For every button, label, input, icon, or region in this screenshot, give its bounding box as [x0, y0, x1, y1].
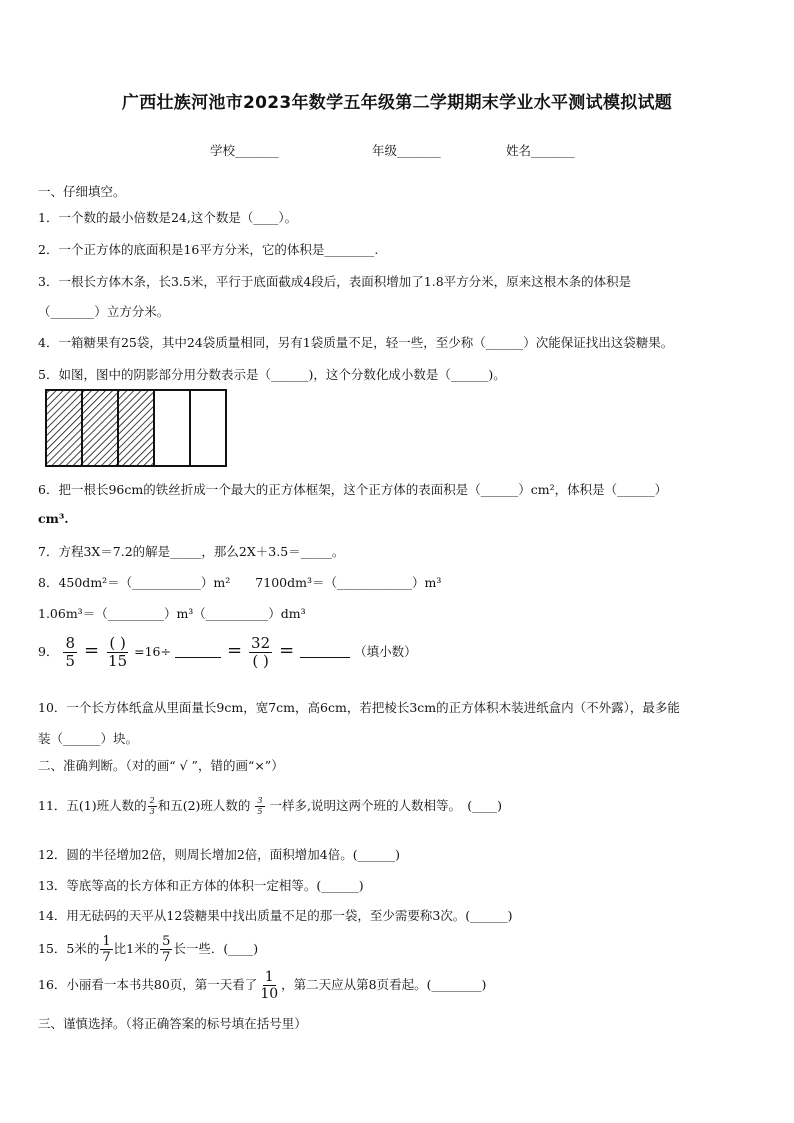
question-11: 11．五(1)班人数的 $\frac{2}{3}$ 和五(2)班人数的 $\frac{3}{5}$ 一样多,说明这两个班的人数相等。 (____) — [38, 796, 502, 816]
page-title: 广西壮族河池市2023年数学五年级第二学期期末学业水平测试模拟试题 — [121, 93, 673, 113]
question-16: 16．小丽看一本书共80页，第一天看了 $\frac{1}{10}$ ，第二天应从第8页看起。(________) — [38, 969, 487, 1002]
q9-blank-2 — [300, 657, 350, 658]
question-3-line-1: 3．一根长方体木条，长3.5米，平行于底面截成4段后，表面积增加了1.8平方分米，原来这根木条的体积是 — [38, 274, 632, 289]
question-14: 14．用无砝码的天平从12袋糖果中找出质量不足的那一袋，至少需要称3次。(______) — [38, 908, 513, 923]
fraction-figure — [44, 388, 228, 470]
unshaded-part — [190, 390, 226, 466]
shaded-part — [46, 390, 82, 466]
school-field: 学校_______ — [210, 143, 279, 158]
question-7: 7．方程3X＝7.2的解是_____，那么2X＋3.5＝_____。 — [38, 544, 345, 559]
q9-fraction-3: $\frac{32}{( )}$ — [251, 634, 271, 670]
question-1: 1．一个数的最小倍数是24,这个数是（____）。 — [38, 210, 298, 225]
question-5: 5．如图，图中的阴影部分用分数表示是（______)，这个分数化成小数是（______)。 — [38, 367, 506, 382]
unshaded-part — [154, 390, 190, 466]
q11-fraction-a: $\frac{2}{3}$ — [149, 796, 155, 816]
q9-hint: （填小数） — [354, 644, 417, 659]
q11-fraction-b: $\frac{3}{5}$ — [257, 796, 263, 816]
q9-fraction-1: $\frac{8}{5}$ — [65, 634, 75, 670]
q15-fraction-a: $\frac{1}{7}$ — [102, 934, 111, 965]
q16-fraction: $\frac{1}{10}$ — [260, 969, 279, 1002]
question-6-line-2: cm³. — [38, 511, 69, 526]
q9-equals-3: = — [279, 640, 295, 661]
section-true-false: 二、准确判断。（对的画“ √ ”，错的画“×”） — [38, 758, 284, 773]
question-10-line-1: 10．一个长方体纸盒从里面量长9cm，宽7cm，高6cm，若把棱长3cm的正方体积木装进纸盒内（不外露），最多能 — [38, 700, 680, 715]
shaded-part — [82, 390, 118, 466]
question-8-line-1: 8．450dm²＝（___________）m² 7100dm³＝（____________）m³ — [38, 575, 442, 590]
q9-divide: =16÷ — [134, 644, 171, 659]
q9-blank-1 — [175, 657, 221, 658]
question-8-line-2: 1.06m³＝（_________）m³（__________）dm³ — [38, 606, 306, 621]
q9-equals-2: = — [226, 640, 243, 661]
question-6-line-1: 6．把一根长96cm的铁丝折成一个最大的正方体框架，这个正方体的表面积是（______）cm²，体积是（______） — [38, 482, 668, 497]
q9-equals-1: = — [83, 640, 100, 661]
grade-field: 年级_______ — [372, 143, 441, 158]
section-fill-blank: 一、仔细填空。 — [38, 184, 126, 199]
question-2: 2．一个正方体的底面积是16平方分米，它的体积是________. — [38, 242, 379, 257]
question-4: 4．一箱糖果有25袋，其中24袋质量相同，另有1袋质量不足，轻一些，至少称（______）次能保证找出这袋糖果。 — [38, 335, 674, 350]
q9-fraction-2: $\frac{( )}{15}$ — [108, 634, 128, 670]
question-9 — [38, 636, 417, 669]
section-multiple-choice: 三、谨慎选择。（将正确答案的标号填在括号里） — [38, 1016, 307, 1031]
question-3-line-2: （_______）立方分米。 — [38, 304, 170, 319]
q9-label: 9． — [38, 644, 59, 659]
name-field: 姓名_______ — [506, 143, 575, 158]
question-13: 13．等底等高的长方体和正方体的体积一定相等。(______) — [38, 878, 364, 893]
q15-fraction-b: $\frac{5}{7}$ — [162, 934, 171, 965]
question-15: 15．5米的 $\frac{1}{7}$ 比1米的 $\frac{5}{7}$ 长一些．(____) — [38, 934, 259, 965]
shaded-part — [118, 390, 154, 466]
question-10-line-2: 装（______）块。 — [38, 731, 139, 746]
question-12: 12．圆的半径增加2倍，则周长增加2倍，面积增加4倍。(______) — [38, 847, 401, 862]
